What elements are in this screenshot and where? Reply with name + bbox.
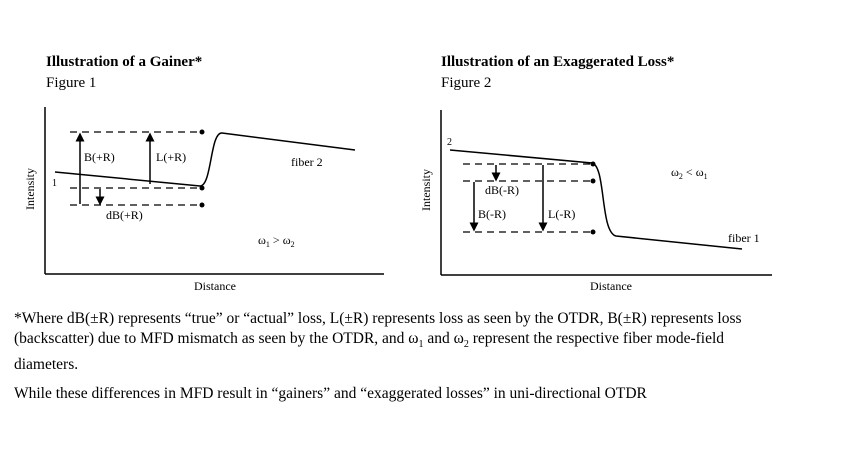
figure2-fiber-label: fiber 1: [728, 231, 760, 245]
figure2-subtitle: Figure 2: [441, 75, 492, 91]
figure2-marker-bottom: [591, 230, 596, 235]
figure1-title: Illustration of a Gainer*: [46, 54, 203, 70]
figure1-trace-tick: 1: [52, 178, 57, 189]
figure1-b-label: B(+R): [84, 150, 115, 164]
figure2-xlabel: Distance: [590, 279, 632, 293]
figure2-marker-top: [591, 162, 596, 167]
figure1-diagram: [23, 107, 384, 293]
figure1-subtitle: Figure 1: [46, 75, 97, 91]
figure2-marker-mid: [591, 179, 596, 184]
figure1-omega-relation: $\omega_1 > \omega_2$: [258, 233, 295, 249]
footnote-paragraph: *Where dB(±R) represents “true” or “actual” loss, L(±R) represents loss as seen by the OTDR, B(±R) represents loss (backscatter) due to MFD mismatch as seen by the OTDR, and $\omega_1$ and $\omega_2$ represent the respective fiber mode-field diameters.: [14, 310, 742, 374]
figure1-ylabel: Intensity: [23, 168, 37, 210]
figure2-db-label: dB(-R): [485, 183, 519, 197]
figure1-marker-top: [200, 130, 205, 135]
figure2-trace-tick: 2: [447, 137, 452, 148]
figure2-ylabel: Intensity: [419, 169, 433, 211]
figure1-db-label: dB(+R): [106, 208, 143, 222]
figure2-title: Illustration of an Exaggerated Loss*: [441, 54, 675, 70]
figure2-diagram: [419, 110, 772, 293]
figure1-fiber-label: fiber 2: [291, 155, 323, 169]
figure1-xlabel: Distance: [194, 279, 236, 293]
figure1-marker-bottom: [200, 203, 205, 208]
figure2-omega-relation: $\omega_2 < \omega_1$: [671, 165, 708, 181]
figure1-l-label: L(+R): [156, 150, 187, 164]
body-paragraph: While these differences in MFD result in “gainers” and “exaggerated losses” in uni-directional OTDR: [14, 385, 647, 402]
figure2-l-label: L(-R): [548, 207, 576, 221]
figure2-b-label: B(-R): [478, 207, 506, 221]
figure1-marker-mid: [200, 186, 205, 191]
